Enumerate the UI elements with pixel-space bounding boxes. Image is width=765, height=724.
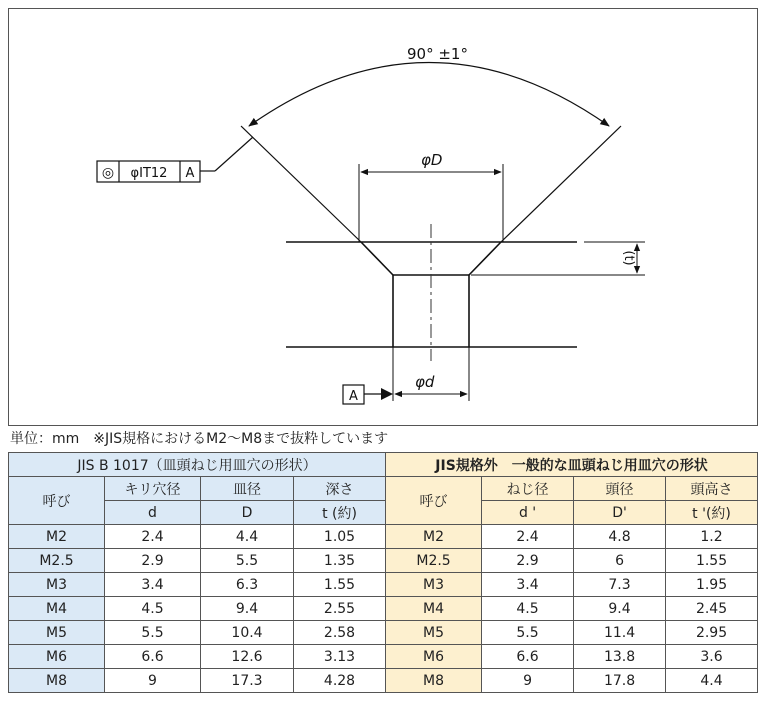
jis-value-cell: 3.4 [105, 573, 201, 597]
header-row [9, 477, 758, 501]
gen-value-cell: 11.4 [574, 621, 666, 645]
table-row [9, 597, 758, 621]
gen-value-cell: 13.8 [574, 645, 666, 669]
gen-designation-header: 呼び [386, 477, 482, 525]
gen-value-cell: 17.8 [574, 669, 666, 693]
jis-value-cell: 9.4 [201, 597, 294, 621]
cone-extension-left [241, 126, 361, 242]
jis-value-cell: 2.58 [294, 621, 386, 645]
gen-value-cell: 9 [482, 669, 574, 693]
gen-symbol: D' [574, 501, 666, 525]
jis-value-cell: 1.55 [294, 573, 386, 597]
jis-designation-cell: M8 [9, 669, 105, 693]
jis-designation-cell: M2 [9, 525, 105, 549]
tolerance-value: φIT12 [130, 166, 168, 181]
jis-value-cell: 4.5 [105, 597, 201, 621]
jis-title: JIS B 1017（皿頭ねじ用皿穴の形状） [9, 453, 386, 477]
jis-designation-cell: M2.5 [9, 549, 105, 573]
jis-col-header: キリ穴径 [105, 477, 201, 501]
gen-value-cell: 6 [574, 549, 666, 573]
jis-value-cell: 6.6 [105, 645, 201, 669]
gen-value-cell: 6.6 [482, 645, 574, 669]
gen-symbol: d ' [482, 501, 574, 525]
jis-col-header: 深さ [294, 477, 386, 501]
gen-designation-cell: M8 [386, 669, 482, 693]
jis-value-cell: 6.3 [201, 573, 294, 597]
jis-symbol: D [201, 501, 294, 525]
jis-designation-cell: M3 [9, 573, 105, 597]
tolerance-datum: A [185, 166, 195, 181]
jis-value-cell: 17.3 [201, 669, 294, 693]
dim-D-label: φD [421, 151, 443, 169]
gen-value-cell: 7.3 [574, 573, 666, 597]
jis-value-cell: 4.4 [201, 525, 294, 549]
datum-letter: A [349, 389, 358, 404]
technical-drawing [8, 8, 758, 426]
jis-value-cell: 1.05 [294, 525, 386, 549]
countersink-drawing [9, 9, 759, 427]
gen-value-cell: 2.9 [482, 549, 574, 573]
jis-value-cell: 1.35 [294, 549, 386, 573]
gen-col-header: 頭径 [574, 477, 666, 501]
jis-value-cell: 12.6 [201, 645, 294, 669]
gen-col-header: ねじ径 [482, 477, 574, 501]
gen-value-cell: 3.6 [666, 645, 758, 669]
gen-designation-cell: M5 [386, 621, 482, 645]
gen-value-cell: 1.2 [666, 525, 758, 549]
gen-value-cell: 2.45 [666, 597, 758, 621]
gen-value-cell: 2.95 [666, 621, 758, 645]
gen-designation-cell: M6 [386, 645, 482, 669]
title-row [9, 453, 758, 477]
cone-extension-right [501, 126, 621, 242]
gen-value-cell: 5.5 [482, 621, 574, 645]
gen-value-cell: 1.95 [666, 573, 758, 597]
gen-value-cell: 4.4 [666, 669, 758, 693]
gen-value-cell: 2.4 [482, 525, 574, 549]
angle-arc [249, 63, 609, 127]
jis-col-header: 皿径 [201, 477, 294, 501]
gen-value-cell: 9.4 [574, 597, 666, 621]
datum-triangle [381, 388, 393, 400]
concentricity-icon: ◎ [101, 165, 115, 181]
table-row [9, 549, 758, 573]
table-row [9, 621, 758, 645]
gen-designation-cell: M2.5 [386, 549, 482, 573]
gen-designation-cell: M4 [386, 597, 482, 621]
jis-designation-cell: M5 [9, 621, 105, 645]
jis-value-cell: 5.5 [201, 549, 294, 573]
gen-title: JIS規格外 一般的な皿頭ねじ用皿穴の形状 [386, 453, 758, 477]
unit-note: 単位：mm ※JIS規格におけるM2～M8まで抜粋しています [10, 431, 389, 447]
gen-value-cell: 1.55 [666, 549, 758, 573]
jis-value-cell: 2.9 [105, 549, 201, 573]
jis-value-cell: 2.55 [294, 597, 386, 621]
dim-d-label: φd [415, 373, 435, 391]
dim-t-label: (t) [621, 250, 636, 266]
table-row [9, 645, 758, 669]
jis-value-cell: 5.5 [105, 621, 201, 645]
gen-symbol: t '(約) [666, 501, 758, 525]
table-row [9, 525, 758, 549]
jis-value-cell: 10.4 [201, 621, 294, 645]
jis-symbol: d [105, 501, 201, 525]
jis-designation-cell: M6 [9, 645, 105, 669]
angle-label: 90° ±1° [407, 45, 468, 63]
jis-symbol: t (約) [294, 501, 386, 525]
table-row [9, 573, 758, 597]
gen-value-cell: 3.4 [482, 573, 574, 597]
gen-value-cell: 4.5 [482, 597, 574, 621]
jis-designation-header: 呼び [9, 477, 105, 525]
gen-designation-cell: M2 [386, 525, 482, 549]
table-row [9, 669, 758, 693]
jis-value-cell: 9 [105, 669, 201, 693]
spec-table [8, 452, 758, 693]
gen-col-header: 頭高さ [666, 477, 758, 501]
jis-value-cell: 2.4 [105, 525, 201, 549]
gen-designation-cell: M3 [386, 573, 482, 597]
jis-value-cell: 3.13 [294, 645, 386, 669]
jis-designation-cell: M4 [9, 597, 105, 621]
countersink-left [361, 242, 393, 275]
countersink-right [469, 242, 501, 275]
symbol-row [9, 501, 758, 525]
tolerance-leader-diag [215, 137, 253, 171]
tolerance-frame [97, 161, 200, 182]
jis-value-cell: 4.28 [294, 669, 386, 693]
gen-value-cell: 4.8 [574, 525, 666, 549]
